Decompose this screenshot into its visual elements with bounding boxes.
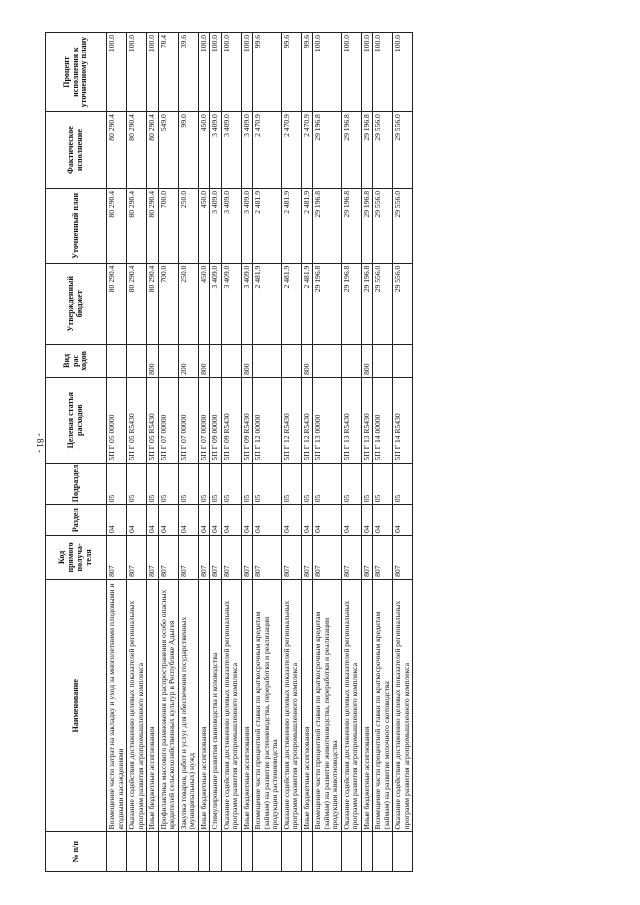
cell-type [210,344,222,377]
cell-target: 5П Г 12 R5430 [301,377,313,463]
cell-type: 800 [198,344,210,377]
cell-percent: 100.0 [341,33,361,112]
cell-refined: 3 409.0 [241,189,253,264]
cell-refined: 3 409.0 [221,189,241,264]
cell-code: 807 [147,535,159,579]
cell-target: 5П Г 05 R5430 [147,377,159,463]
cell-percent: 99.6 [301,33,313,112]
cell-subsection: 05 [281,463,301,505]
cell-name: Закупка товаров, работ и услуг для обеспечения государственных (муниципальных) нужд [178,579,198,832]
cell-percent: 100.0 [127,33,147,112]
header-actual: Фактическое исполнение [46,112,107,189]
cell-code: 807 [253,535,282,579]
cell-percent: 100.0 [198,33,210,112]
cell-refined: 80 290.4 [127,189,147,264]
cell-num [107,832,127,872]
cell-actual: 3 409.0 [210,112,222,189]
header-row [46,33,107,872]
cell-num [221,832,241,872]
cell-percent: 100.0 [147,33,159,112]
cell-type: 800 [147,344,159,377]
cell-type [313,344,342,377]
budget-execution-table [45,32,413,872]
cell-code: 807 [393,535,413,579]
cell-target: 5П Г 13 00000 [313,377,342,463]
cell-num [341,832,361,872]
cell-approved: 450.0 [198,263,210,344]
cell-name: Возмещение части процентной ставки по краткосрочным кредитам (займам) на развитие растениеводства, переработки и реализации продукции растениеводства [253,579,282,832]
table-row [313,33,342,872]
cell-name: Иные бюджетные ассигнования [198,579,210,832]
cell-type [341,344,361,377]
cell-percent: 100.0 [221,33,241,112]
cell-code: 807 [281,535,301,579]
header-percent: Процент исполнения к уточненному плану [46,33,107,112]
cell-type [107,344,127,377]
cell-target: 5П Г 09 R5430 [241,377,253,463]
cell-actual: 29 196.8 [361,112,373,189]
cell-refined: 3 409.0 [210,189,222,264]
cell-refined: 29 196.8 [313,189,342,264]
cell-approved: 80 290.4 [107,263,127,344]
cell-subsection: 05 [127,463,147,505]
cell-subsection: 05 [221,463,241,505]
header-code: Код прямого получа-теля [46,535,107,579]
cell-code: 807 [241,535,253,579]
cell-section: 04 [281,505,301,536]
table-row [198,33,210,872]
cell-code: 807 [341,535,361,579]
cell-type [281,344,301,377]
cell-target: 5П Г 09 00000 [210,377,222,463]
cell-section: 04 [221,505,241,536]
cell-section: 04 [253,505,282,536]
cell-name: Стимулирование развития свиноводства и козоводства [210,579,222,832]
cell-actual: 29 196.8 [313,112,342,189]
cell-section: 04 [198,505,210,536]
cell-target: 5П Г 14 00000 [373,377,393,463]
cell-actual: 80 290.4 [127,112,147,189]
header-name: Наименование [46,579,107,832]
cell-percent: 100.0 [107,33,127,112]
cell-section: 04 [241,505,253,536]
cell-code: 807 [301,535,313,579]
cell-code: 807 [221,535,241,579]
cell-actual: 99.0 [178,112,198,189]
cell-actual: 3 409.0 [241,112,253,189]
cell-type [127,344,147,377]
cell-refined: 29 556.0 [373,189,393,264]
cell-section: 04 [393,505,413,536]
table-row [147,33,159,872]
cell-num [198,832,210,872]
cell-code: 807 [210,535,222,579]
cell-type [221,344,241,377]
cell-type: 800 [241,344,253,377]
cell-target: 5П Г 13 R5430 [341,377,361,463]
cell-actual: 80 290.4 [107,112,127,189]
table-row [373,33,393,872]
cell-subsection: 05 [301,463,313,505]
cell-approved: 29 196.8 [341,263,361,344]
cell-num [301,832,313,872]
cell-section: 04 [373,505,393,536]
cell-approved: 2 481.9 [253,263,282,344]
cell-name: Иные бюджетные ассигнования [361,579,373,832]
cell-refined: 700.0 [158,189,178,264]
cell-name: Возмещение части процентной ставки по краткосрочным кредитам (займам) на развитие молочного скотоводства [373,579,393,832]
cell-target: 5П Г 12 00000 [253,377,282,463]
cell-type: 800 [301,344,313,377]
cell-target: 5П Г 05 00000 [107,377,127,463]
cell-subsection: 05 [158,463,178,505]
cell-code: 807 [127,535,147,579]
header-refined: Уточненный план [46,189,107,264]
cell-num [361,832,373,872]
cell-percent: 99.6 [281,33,301,112]
cell-percent: 100.0 [393,33,413,112]
cell-name: Иные бюджетные ассигнования [301,579,313,832]
cell-target: 5П Г 13 R5430 [361,377,373,463]
table-row [393,33,413,872]
rotated-table-container [45,32,620,872]
cell-type: 800 [361,344,373,377]
cell-code: 807 [373,535,393,579]
cell-code: 807 [158,535,178,579]
cell-name: Оказание содействия достижению целевых показателей региональных программ развития агропромышленного комплекса [127,579,147,832]
table-row [301,33,313,872]
cell-section: 04 [158,505,178,536]
cell-num [147,832,159,872]
cell-name: Профилактика массового размножения и распространения особо опасных вредителей сельскохозяйственных культур в Республике Адыгея [158,579,178,832]
cell-num [158,832,178,872]
cell-refined: 2 481.9 [253,189,282,264]
cell-num [281,832,301,872]
cell-name: Оказание содействия достижению целевых показателей региональных программ развития агропромышленного комплекса [281,579,301,832]
cell-num [253,832,282,872]
cell-subsection: 05 [393,463,413,505]
cell-code: 807 [107,535,127,579]
cell-num [241,832,253,872]
table-row [127,33,147,872]
cell-refined: 450.0 [198,189,210,264]
cell-percent: 100.0 [313,33,342,112]
header-section: Раздел [46,505,107,536]
cell-approved: 80 290.4 [127,263,147,344]
cell-percent: 100.0 [241,33,253,112]
cell-name: Иные бюджетные ассигнования [147,579,159,832]
cell-refined: 80 290.4 [147,189,159,264]
cell-refined: 80 290.4 [107,189,127,264]
cell-approved: 29 196.8 [313,263,342,344]
cell-subsection: 05 [373,463,393,505]
cell-section: 04 [178,505,198,536]
cell-refined: 2 481.9 [281,189,301,264]
table-row [361,33,373,872]
table-body [107,33,413,872]
cell-refined: 2 481.9 [301,189,313,264]
cell-section: 04 [210,505,222,536]
cell-code: 807 [313,535,342,579]
cell-actual: 80 290.4 [147,112,159,189]
table-row [221,33,241,872]
cell-actual: 2 470.9 [253,112,282,189]
cell-subsection: 05 [313,463,342,505]
cell-actual: 450.0 [198,112,210,189]
cell-target: 5П Г 07 00000 [198,377,210,463]
cell-target: 5П Г 14 R5430 [393,377,413,463]
cell-target: 5П Г 07 00000 [178,377,198,463]
cell-name: Возмещение части процентной ставки по краткосрочным кредитам (займам) на развитие животноводства, переработки и реализации продукции животноводства [313,579,342,832]
table-row [241,33,253,872]
cell-section: 04 [147,505,159,536]
table-row [281,33,301,872]
cell-target: 5П Г 05 R5430 [127,377,147,463]
header-approved: Утвержденный бюджет [46,263,107,344]
cell-target: 5П Г 09 R5430 [221,377,241,463]
cell-section: 04 [313,505,342,536]
cell-percent: 100.0 [361,33,373,112]
cell-name: Возмещение части затрат на закладку и уход за многолетними плодовыми и ягодными насаждениями [107,579,127,832]
cell-code: 807 [361,535,373,579]
cell-subsection: 05 [178,463,198,505]
cell-actual: 29 556.0 [393,112,413,189]
cell-section: 04 [107,505,127,536]
cell-approved: 80 290.4 [147,263,159,344]
cell-num [313,832,342,872]
cell-name: Оказание содействия достижению целевых показателей региональных программ развития агропромышленного комплекса [341,579,361,832]
cell-section: 04 [361,505,373,536]
cell-percent: 100.0 [373,33,393,112]
cell-actual: 29 196.8 [341,112,361,189]
cell-percent: 99.6 [253,33,282,112]
cell-subsection: 05 [241,463,253,505]
table-row [253,33,282,872]
cell-actual: 2 470.9 [281,112,301,189]
table-row [107,33,127,872]
cell-subsection: 05 [361,463,373,505]
table-row [210,33,222,872]
cell-approved: 700.0 [158,263,178,344]
cell-name: Иные бюджетные ассигнования [241,579,253,832]
cell-section: 04 [341,505,361,536]
cell-refined: 29 196.8 [341,189,361,264]
cell-percent: 39.6 [178,33,198,112]
table-row [158,33,178,872]
page-number: - 81 - [34,433,45,453]
cell-code: 807 [198,535,210,579]
cell-subsection: 05 [341,463,361,505]
cell-percent: 100.0 [210,33,222,112]
cell-approved: 29 556.0 [373,263,393,344]
cell-subsection: 05 [198,463,210,505]
cell-name: Оказание содействия достижению целевых показателей региональных программ развития агропромышленного комплекса [221,579,241,832]
cell-approved: 3 409.0 [241,263,253,344]
cell-actual: 3 409.0 [221,112,241,189]
cell-approved: 3 409.0 [210,263,222,344]
cell-actual: 549.0 [158,112,178,189]
cell-subsection: 05 [210,463,222,505]
cell-refined: 29 556.0 [393,189,413,264]
cell-section: 04 [127,505,147,536]
cell-actual: 2 470.9 [301,112,313,189]
cell-subsection: 05 [253,463,282,505]
cell-num [373,832,393,872]
cell-approved: 250.0 [178,263,198,344]
header-num: № п/п [46,832,107,872]
cell-actual: 29 556.0 [373,112,393,189]
cell-approved: 2 481.9 [301,263,313,344]
header-type: Вид рас ходов [46,344,107,377]
cell-type [253,344,282,377]
cell-approved: 29 556.0 [393,263,413,344]
header-target: Целевая статья расходов [46,377,107,463]
cell-percent: 78.4 [158,33,178,112]
cell-approved: 29 196.8 [361,263,373,344]
cell-target: 5П Г 12 R5430 [281,377,301,463]
header-subsection: Подраздел [46,463,107,505]
cell-type [393,344,413,377]
cell-name: Оказание содействия достижению целевых показателей региональных программ развития агропромышленного комплекса [393,579,413,832]
cell-num [210,832,222,872]
table-row [178,33,198,872]
cell-refined: 29 196.8 [361,189,373,264]
cell-code: 807 [178,535,198,579]
cell-section: 04 [301,505,313,536]
cell-subsection: 05 [147,463,159,505]
cell-approved: 2 481.9 [281,263,301,344]
cell-num [127,832,147,872]
cell-type: 200 [178,344,198,377]
cell-type [373,344,393,377]
cell-type [158,344,178,377]
cell-target: 5П Г 07 00000 [158,377,178,463]
cell-subsection: 05 [107,463,127,505]
cell-refined: 250.0 [178,189,198,264]
cell-approved: 3 409.0 [221,263,241,344]
cell-num [178,832,198,872]
table-row [341,33,361,872]
cell-num [393,832,413,872]
